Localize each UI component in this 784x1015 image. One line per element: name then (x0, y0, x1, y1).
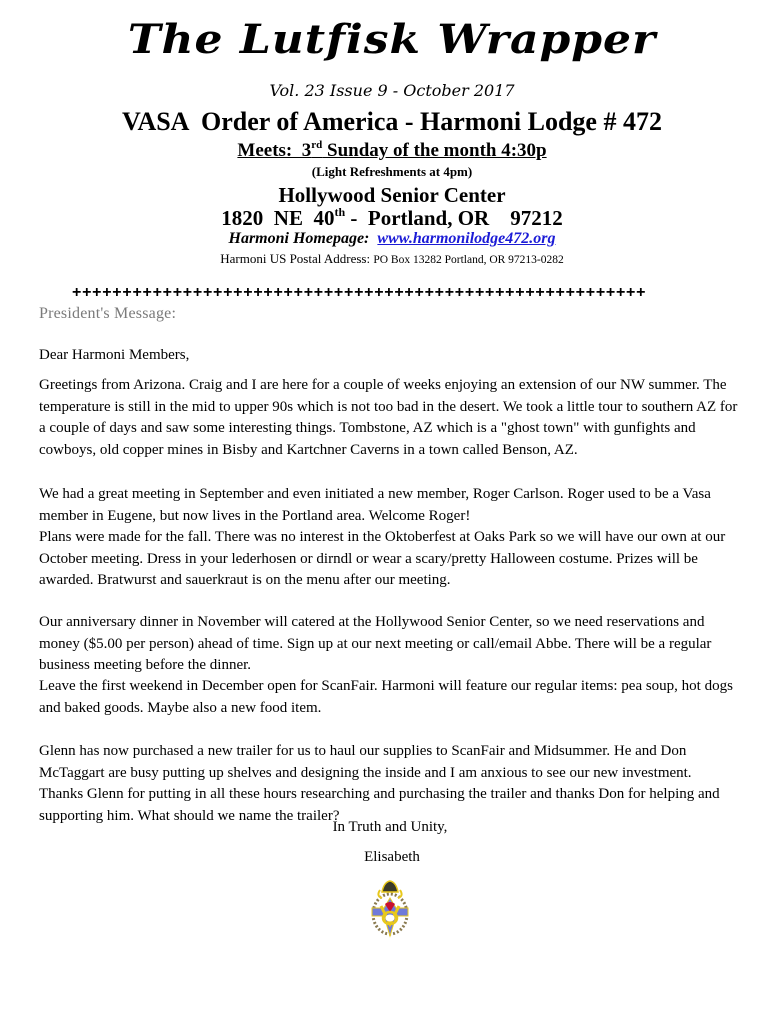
paragraph (39, 527, 739, 592)
address-prefix: 1820 NE 40 (221, 206, 335, 230)
organization-title: VASA Order of America - Harmoni Lodge # 472 (122, 107, 662, 136)
postal-label: Harmoni US Postal Address: (220, 251, 374, 266)
paragraph-text: Our anniversary dinner in November will catered at the Hollywood Senior Center, so we need reservations and money ($5.00 per person) ahead of time. Sign up at our next meeting or call/email Abbe. There will be a regular business meeting before the dinner. (39, 614, 712, 673)
greeting-text: Dear Harmoni Members, (39, 347, 190, 363)
refreshments-note: (Light Refreshments at 4pm) (311, 164, 473, 179)
letter-signature: Elisabeth (364, 849, 420, 865)
emblem-graphic (370, 878, 410, 940)
homepage-label: Harmoni Homepage: (228, 230, 378, 247)
postal-value: PO Box 13282 Portland, OR 97213-0282 (373, 254, 564, 266)
meeting-schedule (0, 140, 784, 162)
meets-suffix: Sunday of the month 4:30p (322, 140, 547, 161)
paragraph-text: Glenn has now purchased a new trailer for us to haul our supplies to ScanFair and Midsummer. He and Don McTaggart are busy putting up shelves and designing the inside and I am anxious to see our new investment. Thanks Glenn for putting in all these hours researching and purchasing the trailer and thanks Don for helping and supporting him. What should we name the trailer? (39, 743, 720, 824)
paragraph-text: We had a great meeting in September and even initiated a new member, Roger Carlson. Roger used to be a Vasa member in Eugene, but now lives in the Portland area. Welcome Roger! (39, 486, 711, 524)
paragraph-text: Plans were made for the fall. There was no interest in the Oktoberfest at Oaks Park so we will have our own at our October meeting. Dress in your lederhosen or dirndl or wear a scary/pretty Halloween costume. Prizes will be awarded. Bratwurst and sauerkraut is on the menu after our meeting. (39, 529, 726, 588)
section-heading: President's Message: (39, 305, 177, 322)
issue-line: Vol. 23 Issue 9 - October 2017 (269, 81, 515, 100)
letter-greeting (39, 345, 739, 367)
paragraph (39, 676, 739, 719)
venue-name: Hollywood Senior Center (278, 183, 506, 207)
paragraph (39, 741, 739, 827)
newsletter-masthead: The Lutfisk Wrapper (127, 16, 657, 63)
meets-ordinal: rd (311, 139, 323, 151)
homepage-link[interactable]: www.harmonilodge472.org (377, 230, 556, 247)
paragraph-text: Leave the first weekend in December open for ScanFair. Harmoni will feature our regular items: pea soup, hot dogs and baked goods. Maybe also a new food item. (39, 678, 733, 716)
homepage-line (0, 230, 784, 248)
emblem-crown (382, 881, 398, 892)
postal-address-line (0, 251, 784, 267)
address-suffix: - Portland, OR 97212 (345, 206, 563, 230)
emblem-center (386, 915, 395, 922)
divider-plus-line: +++++++++++++++++++++++++++++++++++++++++++++++++++++++++ (72, 284, 647, 301)
vasa-order-emblem-icon (370, 878, 410, 940)
address-ordinal: th (334, 205, 346, 219)
venue-address (0, 206, 784, 231)
paragraph-text: Greetings from Arizona. Craig and I are here for a couple of weeks enjoying an extension of our NW summer. The temperature is still in the mid to upper 90s which is not too bad in the desert. We took a little tour to southern AZ for a couple of days and saw some interesting things. Tombstone, AZ which is a "ghost town" with gunfights and cowboys, old copper mines in Bisby and Kartchner Caverns in a town called Benson, AZ. (39, 377, 738, 458)
paragraph (39, 375, 739, 461)
letter-closing: In Truth and Unity, (332, 819, 448, 835)
paragraph (39, 484, 739, 527)
meets-prefix: Meets: 3 (237, 140, 312, 161)
paragraph (39, 612, 739, 677)
